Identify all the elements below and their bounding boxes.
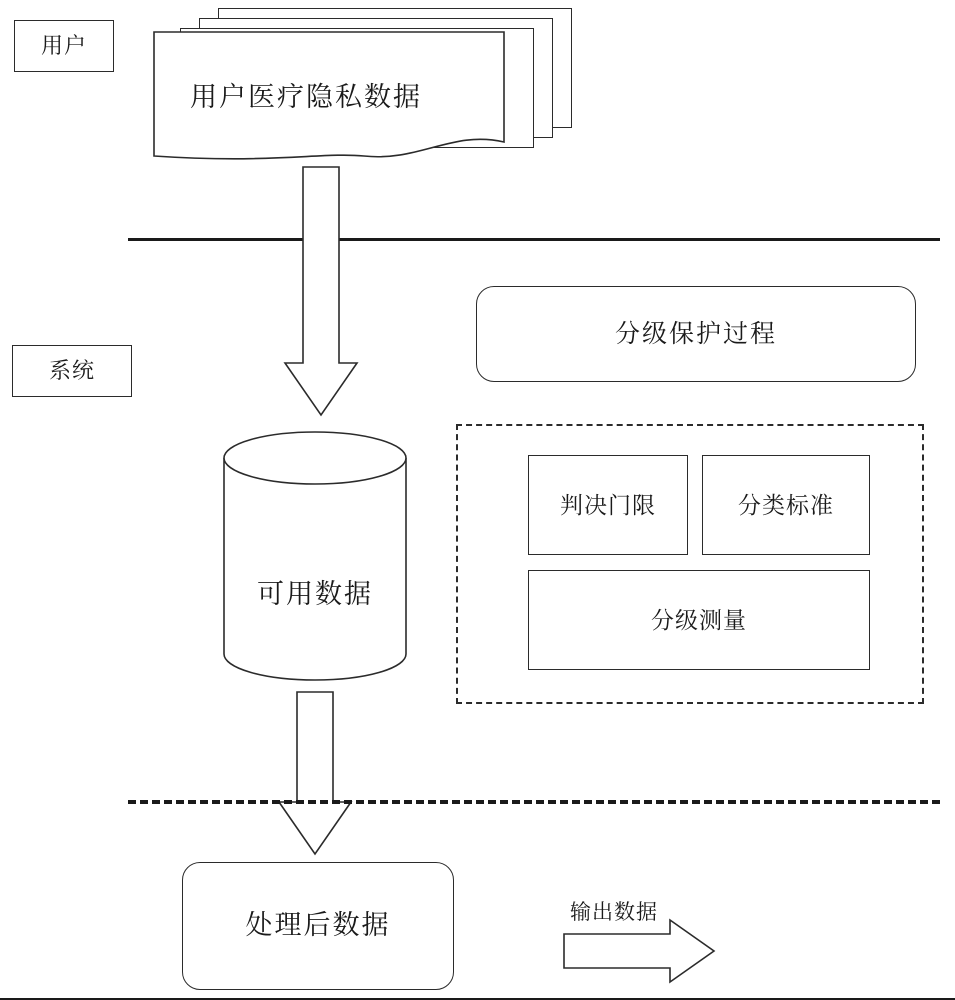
lane-tag-system-label: 系统 — [48, 358, 95, 384]
arrow-output-data — [562, 918, 722, 998]
threshold-label: 判决门限 — [560, 491, 656, 518]
lane-tag-user-label: 用户 — [40, 33, 87, 59]
lane-separator-dashed — [128, 800, 940, 804]
lane-tag-system — [12, 345, 132, 397]
classification-box — [702, 455, 870, 555]
arrow-datastore-to-output — [277, 690, 357, 860]
process-title-box — [476, 286, 916, 382]
process-title-label: 分级保护过程 — [614, 319, 777, 348]
classification-label: 分类标准 — [738, 491, 834, 518]
threshold-box — [528, 455, 688, 555]
datastore-shape — [222, 430, 408, 682]
canvas-bottom-edge — [0, 998, 955, 1000]
output-node-label: 处理后数据 — [245, 910, 391, 941]
measurement-box — [528, 570, 870, 670]
datastore-cylinder — [222, 430, 408, 682]
lane-separator-solid — [128, 238, 940, 241]
measurement-label: 分级测量 — [651, 606, 747, 633]
lane-tag-user — [14, 20, 114, 72]
input-document-label: 用户医疗隐私数据 — [190, 82, 422, 112]
datastore-label: 可用数据 — [257, 579, 373, 609]
output-node-box — [182, 862, 454, 990]
arrow-input-to-datastore — [283, 165, 363, 425]
output-data-label: 输出数据 — [570, 901, 658, 924]
